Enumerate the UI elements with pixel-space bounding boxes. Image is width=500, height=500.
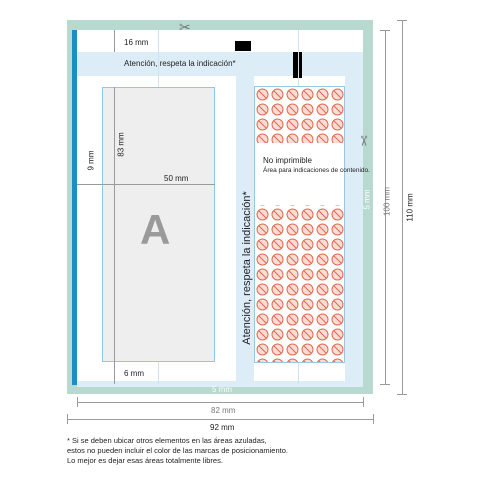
no-print-pattern [255, 87, 344, 362]
dim-label-5mm-bottom: 5 mm [212, 385, 232, 394]
dim-tick [77, 397, 78, 407]
big-letter: A [140, 206, 171, 253]
dim-label-92mm: 92 mm [210, 423, 235, 432]
no-print-zone [254, 86, 345, 363]
dim-tick [363, 397, 364, 407]
dim-label-82mm: 82 mm [211, 406, 236, 415]
dim-line-110mm [402, 20, 403, 394]
footnote-line: estos no pueden incluir el color de las marcas de posicionamiento. [67, 446, 288, 455]
dim-line-16mm [114, 30, 115, 52]
dim-label-100mm: 100 mm [382, 187, 392, 216]
dim-line-6mm [114, 362, 115, 384]
dim-line-9mm [77, 184, 102, 185]
dim-label-6mm: 6 mm [124, 369, 144, 378]
dim-label-83mm: 83 mm [116, 132, 126, 157]
registration-mark-top [235, 41, 251, 51]
dim-tick [67, 414, 68, 424]
dim-tick [380, 30, 390, 31]
dim-tick [397, 394, 407, 395]
dim-tick [397, 20, 407, 21]
no-print-desc: Área para indicaciones de contenido. [263, 167, 370, 174]
dim-label-50mm: 50 mm [164, 174, 189, 183]
dim-line-82mm [77, 402, 363, 403]
dim-label-16mm: 16 mm [124, 38, 149, 47]
dim-label-9mm: 9 mm [86, 150, 96, 171]
dim-label-5mm-side: 5 mm [362, 189, 372, 210]
warning-vertical-label: Atención, respeta la indicación* [241, 191, 253, 345]
dim-tick [380, 384, 390, 385]
dim-line-50mm [102, 184, 215, 185]
warning-top-label: Atención, respeta la indicación* [124, 59, 236, 68]
scissors-icon: ✂ [355, 135, 372, 147]
left-accent-bar [72, 30, 77, 385]
right-blue-strip [345, 76, 363, 384]
footnote-line: * Si se deben ubicar otros elementos en las áreas azuladas, [67, 436, 267, 445]
dim-label-110mm: 110 mm [405, 193, 415, 222]
footnote [67, 436, 288, 466]
dim-line-92mm [67, 419, 373, 420]
no-print-title: No imprimible [263, 156, 312, 165]
dim-line-83mm [114, 87, 115, 362]
footnote-line: Lo mejor es dejar esas áreas totalmente libres. [67, 456, 223, 465]
scissors-icon: ✂ [179, 19, 191, 35]
dim-tick [373, 414, 374, 424]
